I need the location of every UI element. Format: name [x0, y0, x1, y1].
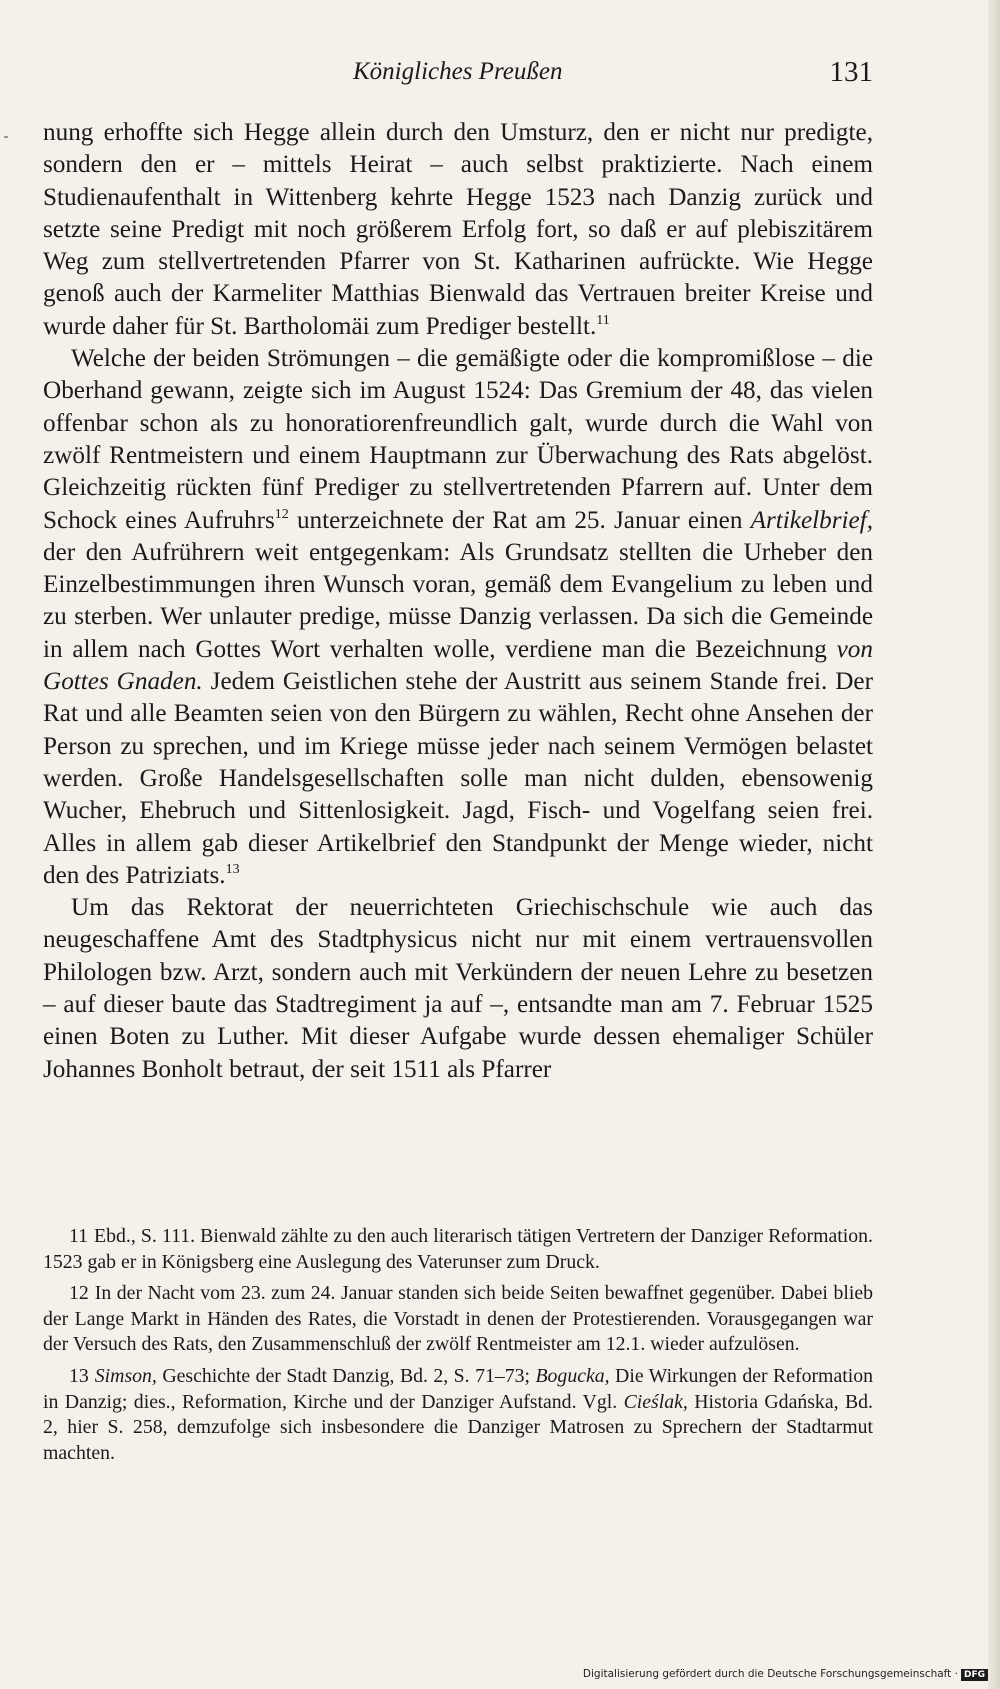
- footnote-text: Geschichte der Stadt Danzig, Bd. 2, S. 71–73;: [156, 1364, 536, 1387]
- footnote-text: Ebd., S. 111. Bienwald zählte zu den auch literarisch tätigen Vertretern der Danziger Reformation. 1523 gab er in Königsberg eine Auslegung des Vaterunser zum Druck.: [43, 1225, 873, 1273]
- paragraph-3: [43, 892, 873, 1086]
- author-bogucka: Bogucka,: [535, 1364, 610, 1387]
- footnote-ref-11: 11: [596, 312, 610, 328]
- page-edge: [988, 0, 1000, 1689]
- paragraph-2-text-c: der den Aufrührern weit entgegenkam: Als Grundsatz stellten die Urheber den Einzelbestimmungen ihren Wunsch voran, gemäß dem Evangelium zu leben und zu sterben. Wer unlauter predige, müsse Danzig verlassen. Da sich die Gemeinde in allem nach Gottes Wort verhalten wolle, verdiene man die Bezeichnung: [43, 538, 873, 663]
- paragraph-2-text-b: unterzeichnete der Rat am 25. Januar einen: [288, 506, 751, 534]
- italic-von-gottes-gnaden: von Gottes Gnaden.: [43, 635, 873, 696]
- main-text: [43, 117, 873, 1086]
- margin-mark: [4, 136, 8, 138]
- paragraph-2-text-d: Jedem Geistlichen stehe der Austritt aus seinem Stande frei. Der Rat und alle Beamten seien von den Bürgern zu wählen, Recht ohne Ansehen der Person zu sprechen, und im Kriege müsse jeder nach seinem Vermögen belastet werden. Große Handelsgesellschaften solle man nicht dulden, ebensowenig Wucher, Ehebruch und Sittenlosigkeit. Jagd, Fisch- und Vogelfang seien frei. Alles in allem gab dieser Artikelbrief den Standpunkt der Menge wieder, nicht den des Patriziats.: [43, 668, 873, 889]
- footnote-13: [43, 1364, 873, 1466]
- running-title: Königliches Preußen: [353, 58, 563, 85]
- paragraph-2: [43, 343, 873, 892]
- author-cieslak: Cieślak,: [623, 1390, 688, 1413]
- page-number: 131: [829, 56, 873, 88]
- footnotes: [43, 1224, 873, 1472]
- credit-text: Digitalisierung gefördert durch die Deutsche Forschungsgemeinschaft ·: [582, 1668, 958, 1680]
- footnote-11: [43, 1224, 873, 1275]
- footnote-number: 13: [69, 1364, 89, 1387]
- author-simson: Simson,: [94, 1364, 157, 1387]
- footnote-text: Historia Gdańska, Bd. 2, hier S. 258, demzufolge sich insbesondere die Danziger Matrosen zu Sprechern der Stadtarmut machten.: [43, 1390, 873, 1464]
- footnote-number: 12: [69, 1282, 89, 1305]
- dfg-logo-icon: DFG: [961, 1669, 988, 1681]
- digitization-credit: [583, 1668, 988, 1681]
- paragraph-1: [43, 117, 873, 343]
- footnote-ref-13: 13: [225, 861, 240, 877]
- footnote-text: Die Wirkungen der Reformation in Danzig; dies., Reformation, Kirche und der Danziger Aufstand. Vgl.: [43, 1364, 873, 1413]
- italic-artikelbrief: Artikelbrief,: [750, 506, 873, 534]
- footnote-text: In der Nacht vom 23. zum 24. Januar standen sich beide Seiten bewaffnet gegenüber. Dabei blieb der Lange Markt in Händen des Rates, die Vorstadt in denen der Protestierenden. Vorausgegangen war der Versuch des Rats, den Zusammenschluß der zwölf Rentmeister am 12.1. wieder aufzulösen.: [43, 1282, 873, 1356]
- running-head: [43, 58, 873, 98]
- paragraph-3-text: Um das Rektorat der neuerrichteten Griechischschule wie auch das neugeschaffene Amt des Stadtphysicus nicht nur mit einem vertrauensvollen Philologen bzw. Arzt, sondern auch mit Verkündern der neuen Lehre zu besetzen – auf dieser baute das Stadtregiment ja auf –, entsandte man am 7. Februar 1525 einen Boten zu Luther. Mit dieser Aufgabe wurde dessen ehemaliger Schüler Johannes Bonholt betraut, der seit 1511 als Pfarrer: [43, 894, 873, 1083]
- footnote-12: [43, 1281, 873, 1358]
- paragraph-1-text: nung erhoffte sich Hegge allein durch den Umsturz, den er nicht nur predigte, sondern den er – mittels Heirat – auch selbst praktizierte. Nach einem Studienaufenthalt in Wittenberg kehrte Hegge 1523 nach Danzig zurück und setzte seine Predigt mit noch größerem Erfolg fort, so daß er auf plebiszitärem Weg zum stellvertretenden Pfarrer von St. Katharinen aufrückte. Wie Hegge genoß auch der Karmeliter Matthias Bienwald das Vertrauen breiter Kreise und wurde daher für St. Bartholomäi zum Prediger bestellt.: [43, 119, 873, 340]
- footnote-number: 11: [69, 1225, 89, 1247]
- footnote-ref-12: 12: [274, 506, 289, 522]
- paragraph-2-text-a: Welche der beiden Strömungen – die gemäßigte oder die kompromißlose – die Oberhand gewann, zeigte sich im August 1524: Das Gremium der 48, das vielen offenbar schon als zu honoratiorenfreundlich galt, wurde durch die Wahl von zwölf Rentmeistern und einem Hauptmann zur Überwachung des Rats abgelöst. Gleichzeitig rückten fünf Prediger zu stellvertretenden Pfarrern auf. Unter dem Schock eines Aufruhrs: [43, 345, 873, 534]
